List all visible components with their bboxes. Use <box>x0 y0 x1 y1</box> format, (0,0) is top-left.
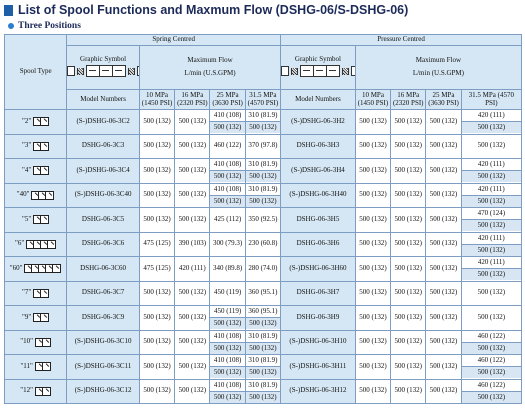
flow-value-alt: 500 (132) <box>246 392 280 403</box>
header-pressure: 10 MPa (1450 PSI) <box>355 90 390 110</box>
flow-value: 310 (81.9) <box>246 380 280 392</box>
model-number-cell: DSHG-06-3C5 <box>67 208 140 233</box>
spool-label: "11" <box>20 361 33 370</box>
flow-cell: 500 (132) <box>175 159 210 184</box>
spool-symbol-icon <box>35 338 51 347</box>
model-number-cell: (S-)DSHG-06-3H60 <box>281 257 356 282</box>
flow-cell: 500 (132) <box>391 306 426 331</box>
spool-label: "6" <box>15 239 25 248</box>
flow-cell <box>245 306 280 331</box>
flow-cell: 500 (132) <box>391 330 426 355</box>
spool-symbol-icon <box>33 166 49 175</box>
spool-label: "9" <box>22 312 32 321</box>
spool-flow-table <box>4 34 522 404</box>
model-number-cell: (S-)DSHG-06-3C12 <box>67 379 140 404</box>
flow-cell: 370 (97.8) <box>245 134 280 159</box>
flow-cell: 500 (132) <box>391 379 426 404</box>
flow-cell: 500 (132) <box>139 306 174 331</box>
flow-cell <box>461 257 521 282</box>
header-graphic-symbol-sc <box>67 46 140 90</box>
table-row <box>5 110 522 135</box>
table-row <box>5 257 522 282</box>
flow-cell <box>461 330 521 355</box>
flow-value-alt: 500 (132) <box>246 343 280 354</box>
model-number-cell: DSHG-06-3C60 <box>67 257 140 282</box>
model-number-cell: DSHG-06-3C3 <box>67 134 140 159</box>
header-spool-type: Spool Type <box>5 35 67 110</box>
flow-cell: 500 (132) <box>355 110 390 135</box>
flow-cell: 500 (132) <box>355 159 390 184</box>
header-pressure: 10 MPa (1450 PSI) <box>139 90 174 110</box>
flow-cell: 500 (132) <box>426 379 461 404</box>
spool-symbol-icon <box>26 240 56 249</box>
flow-cell: 500 (132) <box>355 379 390 404</box>
spool-label: "4" <box>22 165 32 174</box>
flow-cell: 425 (112) <box>210 208 245 233</box>
flow-cell: 500 (132) <box>391 281 426 306</box>
model-number-cell: (S-)DSHG-06-3C11 <box>67 355 140 380</box>
flow-cell: 500 (132) <box>426 159 461 184</box>
table-row <box>5 355 522 380</box>
flow-cell <box>210 183 245 208</box>
flow-cell: 500 (132) <box>355 306 390 331</box>
flow-cell: 500 (132) <box>426 281 461 306</box>
flow-cell: 500 (132) <box>461 306 521 331</box>
flow-cell: 500 (132) <box>139 159 174 184</box>
flow-cell: 500 (132) <box>139 134 174 159</box>
maximum-flow-label: Maximum Flow <box>187 56 233 65</box>
table-row <box>5 306 522 331</box>
spool-type-cell <box>5 257 67 282</box>
flow-cell: 500 (132) <box>355 134 390 159</box>
flow-cell: 500 (132) <box>461 281 521 306</box>
model-number-cell: DSHG-06-3C9 <box>67 306 140 331</box>
flow-cell: 500 (132) <box>175 134 210 159</box>
flow-cell <box>461 379 521 404</box>
flow-cell: 500 (132) <box>426 232 461 257</box>
flow-value-alt: 500 (132) <box>246 367 280 378</box>
title-square-icon <box>4 5 13 16</box>
model-number-cell: (S-)DSHG-06-3C4 <box>67 159 140 184</box>
flow-value-alt: 500 (132) <box>462 196 521 207</box>
flow-cell: 500 (132) <box>391 257 426 282</box>
spool-label: "5" <box>22 214 32 223</box>
flow-value: 420 (111) <box>462 110 521 122</box>
flow-cell: 500 (132) <box>175 306 210 331</box>
model-number-cell: DSHG-06-3C7 <box>67 281 140 306</box>
flow-cell: 500 (132) <box>139 355 174 380</box>
flow-cell: 500 (132) <box>355 183 390 208</box>
flow-value: 410 (108) <box>210 110 244 122</box>
bullet-dot-icon <box>8 23 14 29</box>
flow-unit-label: L/min (U.S.GPM) <box>184 69 236 77</box>
model-number-cell: DSHG-06-3H9 <box>281 306 356 331</box>
flow-value: 310 (81.9) <box>246 184 280 196</box>
flow-value: 410 (108) <box>210 159 244 171</box>
flow-cell <box>210 159 245 184</box>
flow-value-alt: 500 (132) <box>462 392 521 403</box>
flow-cell: 500 (132) <box>175 281 210 306</box>
solenoid-valve-symbol-icon <box>281 65 355 77</box>
spool-type-cell <box>5 355 67 380</box>
model-number-cell: (S-)DSHG-06-3H40 <box>281 183 356 208</box>
spool-type-cell <box>5 379 67 404</box>
spool-symbol-icon <box>33 313 49 322</box>
flow-cell <box>461 355 521 380</box>
flow-value-alt: 500 (132) <box>462 269 521 280</box>
flow-value: 420 (111) <box>462 257 521 269</box>
flow-cell: 500 (132) <box>175 330 210 355</box>
flow-cell: 500 (132) <box>391 355 426 380</box>
flow-cell: 500 (132) <box>461 134 521 159</box>
graphic-symbol-label: Graphic Symbol <box>294 55 341 64</box>
flow-cell <box>461 183 521 208</box>
model-number-cell: (S-)DSHG-06-3H2 <box>281 110 356 135</box>
flow-cell: 500 (132) <box>426 257 461 282</box>
table-body <box>5 110 522 404</box>
model-number-cell: (S-)DSHG-06-3H11 <box>281 355 356 380</box>
model-number-cell: (S-)DSHG-06-3H4 <box>281 159 356 184</box>
flow-cell: 500 (132) <box>139 330 174 355</box>
flow-value-alt: 500 (132) <box>462 343 521 354</box>
flow-cell: 500 (132) <box>355 232 390 257</box>
flow-cell: 360 (95.1) <box>245 281 280 306</box>
flow-cell: 230 (60.8) <box>245 232 280 257</box>
spool-symbol-icon <box>33 289 49 298</box>
flow-value: 360 (95.1) <box>246 306 280 318</box>
table-row <box>5 183 522 208</box>
solenoid-valve-symbol-icon <box>67 65 139 77</box>
flow-cell: 450 (119) <box>210 281 245 306</box>
flow-cell: 500 (132) <box>391 159 426 184</box>
flow-cell: 500 (132) <box>391 232 426 257</box>
flow-cell: 500 (132) <box>391 134 426 159</box>
spool-type-cell <box>5 208 67 233</box>
flow-value-alt: 500 (132) <box>210 122 244 133</box>
spool-type-cell <box>5 110 67 135</box>
flow-cell: 500 (132) <box>355 281 390 306</box>
header-pressure: 31.5 MPa (4570 PSI) <box>461 90 521 110</box>
spool-label: "2" <box>22 116 32 125</box>
flow-cell <box>245 159 280 184</box>
flow-cell: 350 (92.5) <box>245 208 280 233</box>
table-row <box>5 232 522 257</box>
flow-value: 420 (111) <box>462 159 521 171</box>
spool-symbol-icon <box>33 142 49 151</box>
spool-label: "60" <box>9 263 23 272</box>
flow-cell <box>245 183 280 208</box>
flow-value: 310 (81.9) <box>246 159 280 171</box>
flow-value: 410 (108) <box>210 355 244 367</box>
table-row <box>5 379 522 404</box>
flow-cell: 500 (132) <box>175 379 210 404</box>
flow-cell <box>245 330 280 355</box>
spool-label: "10" <box>20 337 33 346</box>
flow-value: 410 (108) <box>210 184 244 196</box>
header-pressure: 25 MPa (3630 PSI) <box>210 90 245 110</box>
spool-symbol-icon <box>35 362 51 371</box>
flow-cell: 500 (132) <box>175 208 210 233</box>
section-subtitle-text: Three Positions <box>18 20 81 31</box>
spool-label: "7" <box>22 288 32 297</box>
spool-type-cell <box>5 330 67 355</box>
flow-value-alt: 500 (132) <box>210 196 244 207</box>
flow-cell: 475 (125) <box>139 257 174 282</box>
spool-type-cell <box>5 281 67 306</box>
flow-cell <box>245 379 280 404</box>
spool-label: "12" <box>20 386 33 395</box>
maximum-flow-label: Maximum Flow <box>415 56 462 65</box>
flow-value: 460 (122) <box>462 380 521 392</box>
header-maximum-flow-sc <box>139 46 280 90</box>
table-row <box>5 281 522 306</box>
flow-cell <box>245 355 280 380</box>
spool-label: "3" <box>22 141 32 150</box>
model-number-cell: DSHG-06-3H6 <box>281 232 356 257</box>
spool-type-cell <box>5 134 67 159</box>
flow-cell <box>245 110 280 135</box>
flow-cell: 500 (132) <box>391 208 426 233</box>
model-number-cell: DSHG-06-3H3 <box>281 134 356 159</box>
spool-symbol-icon <box>33 117 49 126</box>
flow-cell: 280 (74.0) <box>245 257 280 282</box>
flow-cell: 500 (132) <box>426 183 461 208</box>
flow-cell: 340 (89.8) <box>210 257 245 282</box>
spool-type-cell <box>5 232 67 257</box>
table-row <box>5 159 522 184</box>
flow-cell: 500 (132) <box>139 110 174 135</box>
flow-cell: 500 (132) <box>175 110 210 135</box>
flow-value-alt: 500 (132) <box>462 122 521 133</box>
flow-value-alt: 500 (132) <box>462 245 521 256</box>
model-number-cell: (S-)DSHG-06-3H10 <box>281 330 356 355</box>
flow-value: 470 (124) <box>462 208 521 220</box>
flow-value-alt: 500 (132) <box>210 318 244 329</box>
model-number-cell: (S-)DSHG-06-3H12 <box>281 379 356 404</box>
spool-label: "40" <box>16 190 30 199</box>
spool-symbol-icon <box>35 387 51 396</box>
flow-cell: 500 (132) <box>355 355 390 380</box>
header-maximum-flow-pc <box>355 46 521 90</box>
flow-value-alt: 500 (132) <box>246 196 280 207</box>
flow-cell: 460 (122) <box>210 134 245 159</box>
flow-value-alt: 500 (132) <box>210 343 244 354</box>
flow-value: 310 (81.9) <box>246 110 280 122</box>
flow-cell: 500 (132) <box>426 208 461 233</box>
flow-cell: 475 (125) <box>139 232 174 257</box>
model-number-cell: DSHG-06-3H5 <box>281 208 356 233</box>
flow-value: 310 (81.9) <box>246 355 280 367</box>
flow-cell: 500 (132) <box>391 183 426 208</box>
flow-value-alt: 500 (132) <box>210 392 244 403</box>
flow-cell: 500 (132) <box>355 330 390 355</box>
table-row <box>5 330 522 355</box>
flow-value-alt: 500 (132) <box>462 367 521 378</box>
flow-cell: 500 (132) <box>391 110 426 135</box>
flow-cell: 500 (132) <box>175 355 210 380</box>
flow-cell: 500 (132) <box>139 379 174 404</box>
flow-cell: 500 (132) <box>175 183 210 208</box>
flow-cell <box>461 159 521 184</box>
model-number-cell: (S-)DSHG-06-3C2 <box>67 110 140 135</box>
flow-value: 410 (108) <box>210 380 244 392</box>
flow-value: 460 (122) <box>462 331 521 343</box>
page-title <box>4 2 408 18</box>
model-number-cell: (S-)DSHG-06-3C10 <box>67 330 140 355</box>
header-spring-centred: Spring Centred <box>67 35 281 46</box>
flow-value: 420 (111) <box>462 184 521 196</box>
flow-cell <box>210 355 245 380</box>
flow-value: 410 (108) <box>210 331 244 343</box>
flow-value-alt: 500 (132) <box>462 171 521 182</box>
flow-cell <box>210 330 245 355</box>
flow-cell <box>210 379 245 404</box>
section-subtitle <box>8 19 81 32</box>
flow-value: 310 (81.9) <box>246 331 280 343</box>
flow-cell <box>461 232 521 257</box>
header-graphic-symbol-pc <box>281 46 356 90</box>
flow-cell: 420 (111) <box>175 257 210 282</box>
flow-value-alt: 500 (132) <box>246 171 280 182</box>
flow-value-alt: 500 (132) <box>210 367 244 378</box>
flow-cell: 500 (132) <box>426 134 461 159</box>
spool-type-cell <box>5 306 67 331</box>
model-number-cell: DSHG-06-3H7 <box>281 281 356 306</box>
flow-cell: 500 (132) <box>426 330 461 355</box>
flow-unit-label: L/min (U.S.GPM) <box>412 69 464 77</box>
flow-cell: 500 (132) <box>426 355 461 380</box>
flow-value-alt: 500 (132) <box>462 220 521 231</box>
spool-symbol-icon <box>33 215 49 224</box>
spool-type-cell <box>5 183 67 208</box>
header-model-numbers: Model Numbers <box>67 90 140 110</box>
flow-cell: 500 (132) <box>426 306 461 331</box>
header-pressure: 16 MPa (2320 PSI) <box>175 90 210 110</box>
flow-value-alt: 500 (132) <box>210 171 244 182</box>
header-pressure: 16 MPa (2320 PSI) <box>391 90 426 110</box>
flow-cell: 390 (103) <box>175 232 210 257</box>
flow-cell: 300 (79.3) <box>210 232 245 257</box>
flow-cell <box>461 208 521 233</box>
flow-cell: 500 (132) <box>139 281 174 306</box>
model-number-cell: DSHG-06-3C6 <box>67 232 140 257</box>
flow-cell: 500 (132) <box>355 208 390 233</box>
flow-cell: 500 (132) <box>426 110 461 135</box>
flow-value: 450 (119) <box>210 306 244 318</box>
flow-cell: 500 (132) <box>139 183 174 208</box>
flow-cell <box>210 306 245 331</box>
flow-value-alt: 500 (132) <box>246 122 280 133</box>
header-model-numbers: Model Numbers <box>281 90 356 110</box>
flow-cell: 500 (132) <box>139 208 174 233</box>
spool-type-cell <box>5 159 67 184</box>
graphic-symbol-label: Graphic Symbol <box>80 55 127 64</box>
table-row <box>5 134 522 159</box>
flow-cell <box>210 110 245 135</box>
table-row <box>5 208 522 233</box>
flow-cell: 500 (132) <box>355 257 390 282</box>
flow-cell <box>461 110 521 135</box>
flow-value: 420 (111) <box>462 233 521 245</box>
header-pressure-centred: Pressure Centred <box>281 35 522 46</box>
spool-symbol-icon <box>31 191 54 200</box>
flow-value-alt: 500 (132) <box>246 318 280 329</box>
flow-value: 460 (122) <box>462 355 521 367</box>
header-pressure: 25 MPa (3630 PSI) <box>426 90 461 110</box>
spool-symbol-icon <box>24 264 61 273</box>
model-number-cell: (S-)DSHG-06-3C40 <box>67 183 140 208</box>
page-title-text: List of Spool Functions and Maxmum Flow (DSHG-06/S-DSHG-06) <box>18 3 409 17</box>
header-pressure: 31.5 MPa (4570 PSI) <box>245 90 280 110</box>
